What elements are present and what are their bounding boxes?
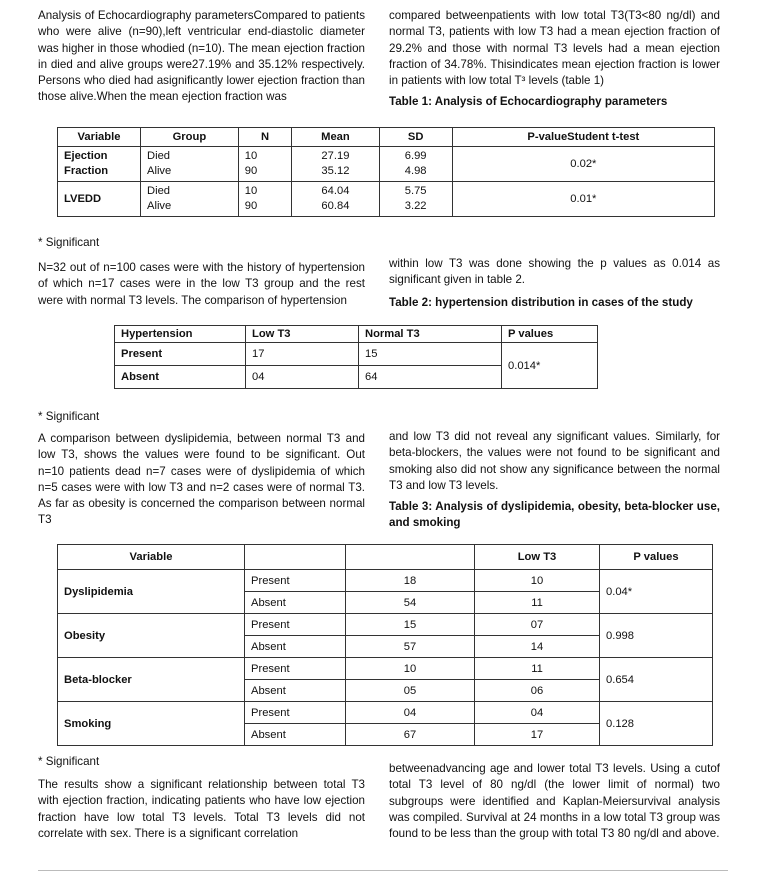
table1 [57, 127, 715, 217]
paragraph-dyslipidemia-right: and low T3 did not reveal any significant values. Similarly, for beta-blockers, the values were not found to be significant and smoking also did not show any significance between the normal T3 and low T3 levels. [389, 430, 720, 492]
paragraph-hypertension-left: N=32 out of n=100 cases were with the history of hypertension of which n=17 cases were in the low T3 group and the rest were with normal T3 levels. The comparison of hypertension [38, 261, 365, 307]
table2-header-row [115, 326, 598, 343]
table1-group [141, 182, 239, 217]
table3-pvalue: 0.654 [600, 658, 713, 702]
paragraph-echo-right: compared betweenpatients with low total T3(T3<80 ng/dl) and normal T3, patients with low T3 had a mean ejection fraction of 29.2% and those with normal T3 levels had a mean ejection fraction of 34.78%. Thisindicates mean ejection fraction is lower in patients with low total T³ levels (table 1) [389, 9, 720, 88]
table1-cell: Alive [147, 165, 172, 177]
table1-cell: 27.19 [321, 150, 350, 162]
table2-caption: Table 2: hypertension distribution in cases of the study [389, 296, 693, 309]
table2 [114, 325, 598, 389]
paragraph-hypertension-right: within low T3 was done showing the p values as 0.014 as significant given in table 2. [389, 257, 720, 287]
paragraph-echo-left: Analysis of Echocardiography parametersCompared to patients who were alive (n=90),left ventricular end-diastolic diameter was higher in those whodied (n=10). The mean ejection fraction in died and alive groups were27.19% and 35.12% respectively. Persons who died had asignificantly lower ejection fraction than those alive.When the mean ejection fraction was [38, 9, 365, 104]
table3-cell: 14 [475, 636, 600, 658]
table-row [58, 702, 713, 724]
table1-p: 0.01* [452, 182, 714, 217]
table3-pvalue: 0.128 [600, 702, 713, 746]
significance-note: * Significant [38, 236, 100, 249]
table1-variable-line: Fraction [64, 165, 109, 177]
table3-pvalue: 0.04* [600, 570, 713, 614]
table3-cell: 67 [346, 724, 475, 746]
table1-p: 0.02* [452, 147, 714, 182]
table3-cell: 04 [346, 702, 475, 724]
table1-variable-line: Ejection [64, 150, 108, 162]
table2-header: P values [502, 326, 598, 343]
significance-note: * Significant [38, 755, 100, 768]
table1-cell: 3.22 [404, 200, 427, 212]
table-row [58, 570, 713, 592]
table2-cell: 64 [359, 366, 502, 389]
paragraph-results-right: betweenadvancing age and lower total T3 levels. Using a cutof total T3 level of 80 ng/dl (the lower limit of normal) two subgroups were identified and Kaplan-Meiersurvival analysis was compiled. Survival at 24 months in a low total T3 group was found to be less than the group with total T3 80 ng/dl and above. [389, 762, 720, 841]
table3-cell: 10 [346, 658, 475, 680]
table1-cell: 6.99 [404, 150, 427, 162]
table3-variable: Smoking [58, 702, 245, 746]
table3-cell: 04 [475, 702, 600, 724]
table1-cell: 90 [244, 200, 258, 212]
table3-cell: Present [245, 614, 346, 636]
table3-cell: 11 [475, 592, 600, 614]
table1-cell: 60.84 [321, 200, 350, 212]
table1-cell: 4.98 [404, 165, 427, 177]
table2-header: Low T3 [246, 326, 359, 343]
table1-cell: Died [147, 185, 171, 197]
table3-header-row [58, 545, 713, 570]
table1-header: N [238, 128, 291, 147]
table2-cell: 04 [246, 366, 359, 389]
table1-mean [292, 182, 379, 217]
table2-cell: 17 [246, 343, 359, 366]
table2-header: Normal T3 [359, 326, 502, 343]
table3 [57, 544, 713, 746]
table3-caption: Table 3: Analysis of dyslipidemia, obesity, beta-blocker use, and smoking [389, 500, 720, 530]
table3-cell: 10 [475, 570, 600, 592]
significance-note: * Significant [38, 410, 100, 423]
table1-header: P-valueStudent t-test [452, 128, 714, 147]
table3-cell: Absent [245, 636, 346, 658]
table3-cell: 15 [346, 614, 475, 636]
table3-header: P values [600, 545, 713, 570]
table2-header: Hypertension [115, 326, 246, 343]
table3-cell: Present [245, 570, 346, 592]
table3-cell: 06 [475, 680, 600, 702]
table2-pvalue: 0.014* [502, 343, 598, 389]
table1-cell: 35.12 [321, 165, 350, 177]
table1-sd [379, 182, 452, 217]
table2-label: Present [115, 343, 246, 366]
table1-mean [292, 147, 379, 182]
table1-cell: 90 [244, 165, 258, 177]
table1-header: SD [379, 128, 452, 147]
paragraph-results-left: The results show a significant relationship between total T3 with ejection fraction, indicating patients who have low ejection fraction have low total T3 levels. Total T3 levels did not correlate with sex. There is a significant correlation [38, 778, 365, 840]
table3-variable: Obesity [58, 614, 245, 658]
table3-cell: Absent [245, 592, 346, 614]
table3-cell: Absent [245, 724, 346, 746]
table1-cell: 10 [244, 185, 258, 197]
table1-caption: Table 1: Analysis of Echocardiography parameters [389, 95, 668, 108]
table3-pvalue: 0.998 [600, 614, 713, 658]
table3-cell: 05 [346, 680, 475, 702]
table3-cell: Present [245, 658, 346, 680]
table1-group [141, 147, 239, 182]
table3-header: Variable [58, 545, 245, 570]
table3-variable: Dyslipidemia [58, 570, 245, 614]
table-row [58, 658, 713, 680]
table3-cell: Present [245, 702, 346, 724]
table1-cell: 10 [244, 150, 258, 162]
table1-cell: 64.04 [321, 185, 350, 197]
table1-header: Variable [58, 128, 141, 147]
table1-header: Group [141, 128, 239, 147]
paragraph-dyslipidemia-left: A comparison between dyslipidemia, between normal T3 and low T3, shows the values were found to be significant. Out n=10 patients dead n=7 cases were of dyslipidemia of which n=5 cases were with low T3 and n=2 cases were of normal T3. As far as obesity is concerned the comparison between normal T3 [38, 432, 365, 527]
table-row [58, 182, 715, 217]
table3-cell: 07 [475, 614, 600, 636]
table1-variable: LVEDD [58, 182, 141, 217]
table3-cell: 11 [475, 658, 600, 680]
table3-header: Low T3 [475, 545, 600, 570]
page-divider [38, 870, 728, 871]
table3-header [346, 545, 475, 570]
table1-n [238, 182, 291, 217]
table1-header: Mean [292, 128, 379, 147]
table1-cell: Alive [147, 200, 172, 212]
table-row [58, 614, 713, 636]
table3-cell: 54 [346, 592, 475, 614]
table2-cell: 15 [359, 343, 502, 366]
table3-cell: 18 [346, 570, 475, 592]
table1-header-row [58, 128, 715, 147]
table3-cell: Absent [245, 680, 346, 702]
table3-header [245, 545, 346, 570]
table-row [115, 343, 598, 366]
table1-cell: Died [147, 150, 171, 162]
table1-n [238, 147, 291, 182]
table1-variable [58, 147, 141, 182]
table3-cell: 17 [475, 724, 600, 746]
table-row [58, 147, 715, 182]
table1-cell: 5.75 [404, 185, 427, 197]
table3-variable: Beta-blocker [58, 658, 245, 702]
table3-cell: 57 [346, 636, 475, 658]
table2-label: Absent [115, 366, 246, 389]
table1-sd [379, 147, 452, 182]
